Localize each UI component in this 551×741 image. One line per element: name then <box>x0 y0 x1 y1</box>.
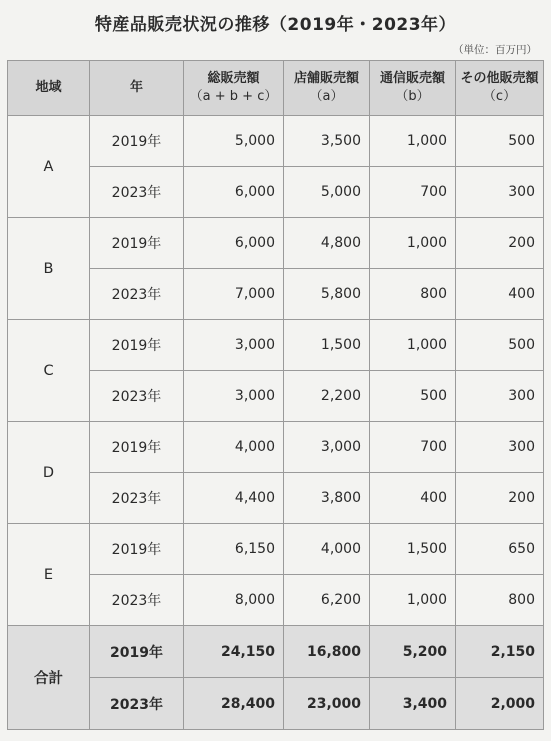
total-cell: 4,400 <box>184 473 284 524</box>
header-other-sub: （c） <box>482 89 517 104</box>
mail-cell: 1,000 <box>370 320 456 371</box>
total-cell: 3,000 <box>184 320 284 371</box>
region-label: E <box>8 524 90 626</box>
other-cell: 500 <box>456 116 544 167</box>
mail-cell: 1,500 <box>370 524 456 575</box>
region-label: D <box>8 422 90 524</box>
table-title: 特産品販売状況の推移（2019年・2023年） <box>94 15 457 35</box>
mail-cell: 3,400 <box>370 678 456 730</box>
header-other <box>456 61 544 116</box>
mail-cell: 1,000 <box>370 575 456 626</box>
summary-row <box>8 626 544 678</box>
header-row <box>8 61 544 116</box>
other-cell: 300 <box>456 371 544 422</box>
total-cell: 5,000 <box>184 116 284 167</box>
store-cell: 3,800 <box>284 473 370 524</box>
mail-cell: 1,000 <box>370 218 456 269</box>
total-cell: 6,150 <box>184 524 284 575</box>
year-cell: 2023年 <box>90 269 184 320</box>
header-region: 地域 <box>8 61 90 116</box>
total-cell: 6,000 <box>184 167 284 218</box>
total-cell: 8,000 <box>184 575 284 626</box>
mail-cell: 500 <box>370 371 456 422</box>
store-cell: 4,000 <box>284 524 370 575</box>
year-cell: 2023年 <box>90 371 184 422</box>
total-cell: 6,000 <box>184 218 284 269</box>
year-cell: 2019年 <box>90 422 184 473</box>
mail-cell: 5,200 <box>370 626 456 678</box>
year-cell: 2019年 <box>90 320 184 371</box>
other-cell: 400 <box>456 269 544 320</box>
table-row <box>8 116 544 167</box>
unit-note: （単位：百万円） <box>453 44 537 56</box>
header-mail-label: 通信販売額 <box>379 71 445 86</box>
table-row <box>8 320 544 371</box>
year-cell: 2019年 <box>90 626 184 678</box>
header-total-label: 総販売額 <box>207 71 260 86</box>
other-cell: 2,150 <box>456 626 544 678</box>
store-cell: 4,800 <box>284 218 370 269</box>
store-cell: 1,500 <box>284 320 370 371</box>
mail-cell: 700 <box>370 422 456 473</box>
table-row <box>8 422 544 473</box>
other-cell: 200 <box>456 218 544 269</box>
store-cell: 3,000 <box>284 422 370 473</box>
total-cell: 3,000 <box>184 371 284 422</box>
header-mail <box>370 61 456 116</box>
header-year: 年 <box>90 61 184 116</box>
other-cell: 200 <box>456 473 544 524</box>
mail-cell: 700 <box>370 167 456 218</box>
other-cell: 300 <box>456 167 544 218</box>
store-cell: 3,500 <box>284 116 370 167</box>
header-mail-sub: （b） <box>395 89 430 104</box>
year-cell: 2023年 <box>90 167 184 218</box>
header-store <box>284 61 370 116</box>
region-label: A <box>8 116 90 218</box>
store-cell: 16,800 <box>284 626 370 678</box>
table-row <box>8 218 544 269</box>
sales-table <box>7 60 544 730</box>
other-cell: 800 <box>456 575 544 626</box>
other-cell: 300 <box>456 422 544 473</box>
header-other-label: その他販売額 <box>460 71 539 86</box>
total-cell: 4,000 <box>184 422 284 473</box>
year-cell: 2023年 <box>90 678 184 730</box>
year-cell: 2019年 <box>90 524 184 575</box>
other-cell: 650 <box>456 524 544 575</box>
mail-cell: 1,000 <box>370 116 456 167</box>
mail-cell: 800 <box>370 269 456 320</box>
other-cell: 500 <box>456 320 544 371</box>
year-cell: 2023年 <box>90 575 184 626</box>
region-label: C <box>8 320 90 422</box>
region-label: B <box>8 218 90 320</box>
store-cell: 2,200 <box>284 371 370 422</box>
year-cell: 2023年 <box>90 473 184 524</box>
store-cell: 23,000 <box>284 678 370 730</box>
other-cell: 2,000 <box>456 678 544 730</box>
store-cell: 5,800 <box>284 269 370 320</box>
summary-label: 合計 <box>8 626 90 730</box>
header-total-sub: （a + b + c） <box>189 89 278 104</box>
year-cell: 2019年 <box>90 116 184 167</box>
header-total <box>184 61 284 116</box>
store-cell: 5,000 <box>284 167 370 218</box>
mail-cell: 400 <box>370 473 456 524</box>
total-cell: 28,400 <box>184 678 284 730</box>
store-cell: 6,200 <box>284 575 370 626</box>
header-store-sub: （a） <box>309 89 344 104</box>
total-cell: 24,150 <box>184 626 284 678</box>
header-store-label: 店舗販売額 <box>293 71 359 86</box>
table-row <box>8 524 544 575</box>
year-cell: 2019年 <box>90 218 184 269</box>
total-cell: 7,000 <box>184 269 284 320</box>
